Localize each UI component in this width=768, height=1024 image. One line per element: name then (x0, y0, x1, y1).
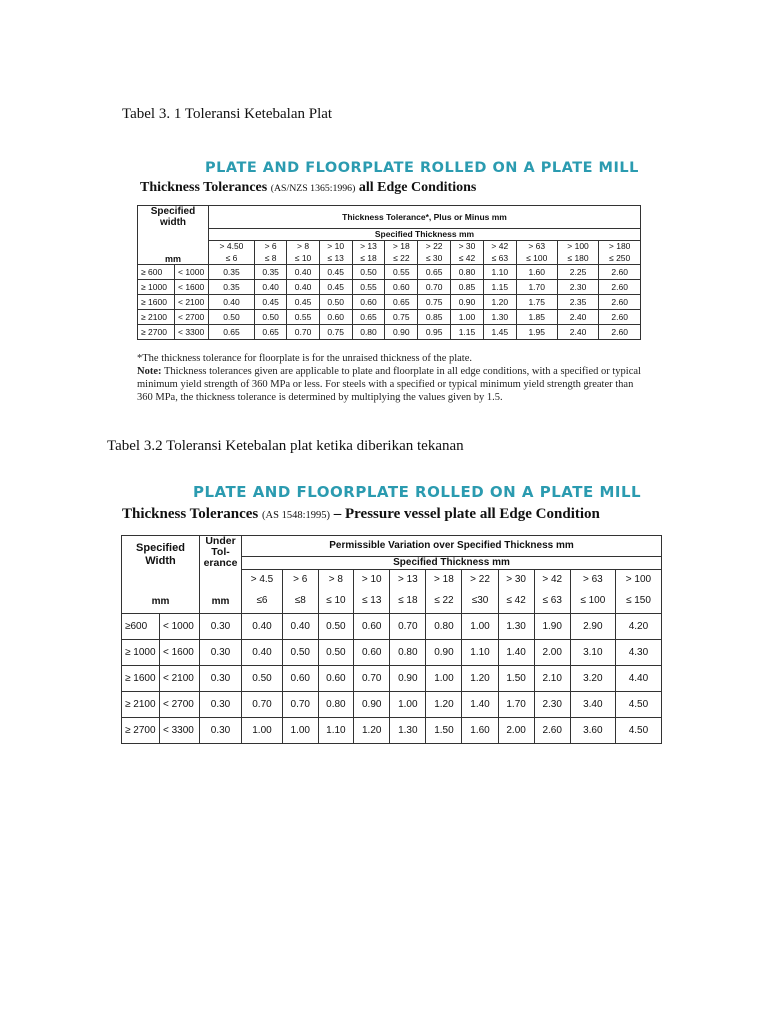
table2-cell: 0.90 (390, 665, 426, 691)
table2-width-min: ≥ 2100 (122, 691, 160, 717)
table1-cell: 2.60 (599, 324, 641, 339)
table2-width-min: ≥ 1000 (122, 639, 160, 665)
table1-cell: 0.50 (254, 309, 286, 324)
table2-cell: 4.20 (615, 613, 661, 639)
table2-col-low: > 30 (498, 569, 534, 589)
table1-cell: 1.30 (483, 309, 516, 324)
table1-tolerance-group-header: Thickness Tolerance*, Plus or Minus mm (209, 206, 641, 229)
table2-cell: 1.40 (462, 691, 498, 717)
table1-col-high: ≤ 42 (451, 252, 484, 264)
table2-width-max: < 1600 (160, 639, 200, 665)
table2-under-unit: mm (200, 569, 242, 613)
table2-col-low: > 8 (318, 569, 354, 589)
table2-cell: 1.00 (462, 613, 498, 639)
table2-cell: 0.60 (354, 639, 390, 665)
table1-cell: 2.40 (557, 324, 599, 339)
table1-cell: 2.30 (557, 279, 599, 294)
table1-col-low: > 8 (287, 240, 319, 252)
table2-row (122, 613, 662, 639)
table1-width-max: < 1000 (175, 264, 209, 279)
table2-cell: 0.90 (354, 691, 390, 717)
table2-cell: 0.70 (390, 613, 426, 639)
table1-cell: 0.55 (385, 264, 418, 279)
table2-cell: 1.70 (498, 691, 534, 717)
table1-cell: 0.50 (352, 264, 385, 279)
table1-title: PLATE AND FLOORPLATE ROLLED ON A PLATE MILL (205, 160, 639, 176)
table1-row (138, 264, 641, 279)
table1-cell: 2.35 (557, 294, 599, 309)
table2-cell: 0.90 (426, 639, 462, 665)
table1-specified-thickness-header: Specified Thickness mm (209, 228, 641, 240)
table2-cell: 0.80 (426, 613, 462, 639)
table1-width-min: ≥ 1600 (138, 294, 175, 309)
table1-row (138, 294, 641, 309)
table1-cell: 0.40 (287, 264, 319, 279)
table1-cell: 0.90 (385, 324, 418, 339)
table2-cell: 1.50 (426, 717, 462, 743)
table2-cell: 1.00 (282, 717, 318, 743)
table1-cell: 0.70 (418, 279, 451, 294)
table1-cell: 1.15 (483, 279, 516, 294)
table2-cell: 1.40 (498, 639, 534, 665)
table1-cell: 1.85 (516, 309, 557, 324)
table1-cell: 0.65 (385, 294, 418, 309)
table2-specified-thickness-header: Specified Thickness mm (242, 556, 662, 569)
table1-cell: 0.60 (385, 279, 418, 294)
table2-cell: 0.50 (318, 639, 354, 665)
table2-cell: 3.60 (570, 717, 615, 743)
table2-col-high: ≤ 22 (426, 589, 462, 613)
table2-cell: 0.40 (282, 613, 318, 639)
table2-cell: 1.10 (318, 717, 354, 743)
table2-width-min: ≥ 1600 (122, 665, 160, 691)
table2-cell: 1.00 (390, 691, 426, 717)
table2-title: PLATE AND FLOORPLATE ROLLED ON A PLATE MILL (193, 483, 642, 501)
table1-cell: 2.60 (599, 264, 641, 279)
table2-col-low: > 4.5 (242, 569, 283, 589)
table1-row (138, 309, 641, 324)
table2-cell: 2.90 (570, 613, 615, 639)
table1-cell: 0.60 (352, 294, 385, 309)
table2-specified-width-header: Specified Width (122, 536, 200, 570)
table2-subtitle-main: Thickness Tolerances (122, 506, 259, 522)
table1-cell: 0.95 (418, 324, 451, 339)
table2-cell: 0.60 (318, 665, 354, 691)
table1-cell: 0.70 (287, 324, 319, 339)
table2-cell: 0.80 (318, 691, 354, 717)
table1-cell: 1.70 (516, 279, 557, 294)
table1-row (138, 279, 641, 294)
table1-width-unit: mm (138, 240, 209, 264)
table2-cell: 0.70 (242, 691, 283, 717)
table1-col-low: > 42 (483, 240, 516, 252)
table2-col-low: > 100 (615, 569, 661, 589)
table1-width-max: < 1600 (175, 279, 209, 294)
table1-cell: 1.75 (516, 294, 557, 309)
table2-row (122, 717, 662, 743)
table1-cell: 0.45 (319, 264, 352, 279)
table2-cell: 4.30 (615, 639, 661, 665)
table2-col-high: ≤8 (282, 589, 318, 613)
table2-cell: 1.30 (390, 717, 426, 743)
table1-note (137, 365, 643, 404)
table2-width-max: < 1000 (160, 613, 200, 639)
table2-cell: 4.50 (615, 691, 661, 717)
table2-col-high: ≤ 10 (318, 589, 354, 613)
table1-cell: 0.65 (418, 264, 451, 279)
table1-col-high: ≤ 250 (599, 252, 641, 264)
table2-cell: 1.60 (462, 717, 498, 743)
table1-cell: 1.00 (451, 309, 484, 324)
table1-col-high: ≤ 10 (287, 252, 319, 264)
table1-footnote: *The thickness tolerance for floorplate is for the unraised thickness of the plate. (137, 353, 473, 364)
table1-width-max: < 2100 (175, 294, 209, 309)
table1-cell: 1.95 (516, 324, 557, 339)
table2-width-max: < 2700 (160, 691, 200, 717)
table2-pressure-vessel-tolerances (121, 535, 662, 744)
table2-width-min: ≥600 (122, 613, 160, 639)
table2-col-high: ≤ 13 (354, 589, 390, 613)
table1-col-low: > 10 (319, 240, 352, 252)
table1-cell: 0.40 (287, 279, 319, 294)
table2-cell: 2.60 (534, 717, 570, 743)
table2-col-high: ≤30 (462, 589, 498, 613)
table2-cell: 3.20 (570, 665, 615, 691)
table2-under-tolerance-header: Under Tol- erance (200, 536, 242, 570)
table2-variation-group-header: Permissible Variation over Specified Thickness mm (242, 536, 662, 557)
table2-subtitle-standard: (AS 1548:1995) (262, 510, 330, 521)
table1-note-label: Note: (137, 366, 162, 377)
table1-cell: 0.65 (254, 324, 286, 339)
table2-subtitle (122, 506, 600, 523)
table1-cell: 0.80 (451, 264, 484, 279)
table1-col-high: ≤ 180 (557, 252, 599, 264)
table2-row (122, 639, 662, 665)
table1-cell: 0.40 (254, 279, 286, 294)
table2-under-tolerance: 0.30 (200, 717, 242, 743)
table1-row (138, 324, 641, 339)
table2-cell: 1.00 (242, 717, 283, 743)
table1-col-high: ≤ 63 (483, 252, 516, 264)
table-3-2-caption: Tabel 3.2 Toleransi Ketebalan plat ketika diberikan tekanan (107, 438, 464, 454)
table2-under-tolerance: 0.30 (200, 665, 242, 691)
table2-col-high: ≤ 63 (534, 589, 570, 613)
table1-col-low: > 4.50 (209, 240, 255, 252)
table2-cell: 0.50 (318, 613, 354, 639)
table1-width-min: ≥ 2100 (138, 309, 175, 324)
table1-cell: 0.85 (418, 309, 451, 324)
table1-cell: 0.60 (319, 309, 352, 324)
table1-cell: 0.50 (209, 309, 255, 324)
table1-cell: 0.80 (352, 324, 385, 339)
table2-cell: 2.10 (534, 665, 570, 691)
table1-header-spacer (138, 228, 209, 240)
table1-cell: 0.45 (287, 294, 319, 309)
table1-cell: 0.45 (319, 279, 352, 294)
table2-cell: 0.60 (282, 665, 318, 691)
table1-note-text: Thickness tolerances given are applicable to plate and floorplate in all edge conditions, with a specified or typical minimum yield strength of 360 MPa or less. For steels with a specified or typical minimum yield strength greater than 360 MPa, the thickness tolerance is determined by multiplying the values given by 1.5. (137, 366, 641, 403)
table2-cell: 2.00 (534, 639, 570, 665)
table2-width-max: < 2100 (160, 665, 200, 691)
table1-cell: 1.10 (483, 264, 516, 279)
table1-width-max: < 2700 (175, 309, 209, 324)
table1-subtitle (140, 180, 476, 196)
table1-cell: 0.55 (287, 309, 319, 324)
table1-cell: 0.85 (451, 279, 484, 294)
table2-cell: 1.10 (462, 639, 498, 665)
table1-width-min: ≥ 600 (138, 264, 175, 279)
table2-cell: 1.50 (498, 665, 534, 691)
table1-cell: 0.35 (209, 279, 255, 294)
table1-thickness-tolerances (137, 205, 641, 340)
table1-width-min: ≥ 2700 (138, 324, 175, 339)
table2-col-low: > 18 (426, 569, 462, 589)
table2-col-low: > 42 (534, 569, 570, 589)
table1-width-max: < 3300 (175, 324, 209, 339)
table1-cell: 0.35 (254, 264, 286, 279)
table2-col-low: > 13 (390, 569, 426, 589)
table1-cell: 1.20 (483, 294, 516, 309)
table2-under-tolerance: 0.30 (200, 691, 242, 717)
table1-col-high: ≤ 8 (254, 252, 286, 264)
table2-under-tolerance: 0.30 (200, 613, 242, 639)
table2-col-high: ≤ 18 (390, 589, 426, 613)
table1-width-min: ≥ 1000 (138, 279, 175, 294)
table2-col-low: > 10 (354, 569, 390, 589)
table1-col-high: ≤ 100 (516, 252, 557, 264)
table1-cell: 1.45 (483, 324, 516, 339)
table2-cell: 0.40 (242, 639, 283, 665)
table2-cell: 0.50 (242, 665, 283, 691)
table2-cell: 2.30 (534, 691, 570, 717)
table1-cell: 0.90 (451, 294, 484, 309)
table2-col-high: ≤ 42 (498, 589, 534, 613)
table1-cell: 0.35 (209, 264, 255, 279)
table1-subtitle-tail: all Edge Conditions (358, 180, 477, 195)
table2-cell: 1.30 (498, 613, 534, 639)
table1-col-low: > 6 (254, 240, 286, 252)
table1-cell: 0.75 (418, 294, 451, 309)
table2-subtitle-tail: – Pressure vessel plate all Edge Condition (333, 506, 600, 522)
table1-col-low: > 22 (418, 240, 451, 252)
table2-col-high: ≤ 150 (615, 589, 661, 613)
table1-subtitle-standard: (AS/NZS 1365:1996) (270, 183, 356, 194)
table1-col-low: > 13 (352, 240, 385, 252)
table2-cell: 4.40 (615, 665, 661, 691)
table1-col-low: > 30 (451, 240, 484, 252)
table1-cell: 0.55 (352, 279, 385, 294)
table1-cell: 1.60 (516, 264, 557, 279)
table2-cell: 2.00 (498, 717, 534, 743)
table1-cell: 2.60 (599, 279, 641, 294)
table2-width-max: < 3300 (160, 717, 200, 743)
table1-cell: 2.25 (557, 264, 599, 279)
table1-cell: 0.65 (209, 324, 255, 339)
table1-cell: 0.65 (352, 309, 385, 324)
table1-cell: 0.75 (319, 324, 352, 339)
table2-cell: 3.10 (570, 639, 615, 665)
table1-subtitle-main: Thickness Tolerances (140, 180, 268, 195)
table2-width-unit: mm (122, 569, 200, 613)
table2-row (122, 665, 662, 691)
table-3-1-caption: Tabel 3. 1 Toleransi Ketebalan Plat (122, 106, 333, 122)
table1-cell: 0.45 (254, 294, 286, 309)
table1-col-high: ≤ 18 (352, 252, 385, 264)
table1-col-high: ≤ 13 (319, 252, 352, 264)
table2-col-low: > 22 (462, 569, 498, 589)
table1-col-low: > 180 (599, 240, 641, 252)
table2-col-low: > 6 (282, 569, 318, 589)
table2-cell: 4.50 (615, 717, 661, 743)
table2-width-min: ≥ 2700 (122, 717, 160, 743)
table1-col-high: ≤ 6 (209, 252, 255, 264)
table2-under-tolerance: 0.30 (200, 639, 242, 665)
table2-cell: 0.70 (354, 665, 390, 691)
table2-col-high: ≤6 (242, 589, 283, 613)
table2-col-low: > 63 (570, 569, 615, 589)
table1-cell: 1.15 (451, 324, 484, 339)
table2-cell: 0.40 (242, 613, 283, 639)
table1-specified-width-header: Specified width (138, 206, 209, 229)
table1-col-high: ≤ 30 (418, 252, 451, 264)
table2-cell: 1.20 (462, 665, 498, 691)
table1-col-high: ≤ 22 (385, 252, 418, 264)
table2-cell: 1.20 (426, 691, 462, 717)
table2-cell: 0.70 (282, 691, 318, 717)
table2-col-high: ≤ 100 (570, 589, 615, 613)
table2-row (122, 691, 662, 717)
table2-cell: 1.00 (426, 665, 462, 691)
table1-cell: 2.60 (599, 309, 641, 324)
table2-cell: 0.80 (390, 639, 426, 665)
table1-cell: 0.50 (319, 294, 352, 309)
table1-cell: 0.75 (385, 309, 418, 324)
table1-notes (137, 352, 643, 404)
table2-cell: 1.90 (534, 613, 570, 639)
table1-cell: 0.40 (209, 294, 255, 309)
table2-cell: 3.40 (570, 691, 615, 717)
table1-col-low: > 63 (516, 240, 557, 252)
table2-cell: 0.60 (354, 613, 390, 639)
table1-cell: 2.40 (557, 309, 599, 324)
table1-col-low: > 18 (385, 240, 418, 252)
table2-cell: 0.50 (282, 639, 318, 665)
table1-col-low: > 100 (557, 240, 599, 252)
table1-cell: 2.60 (599, 294, 641, 309)
table2-cell: 1.20 (354, 717, 390, 743)
